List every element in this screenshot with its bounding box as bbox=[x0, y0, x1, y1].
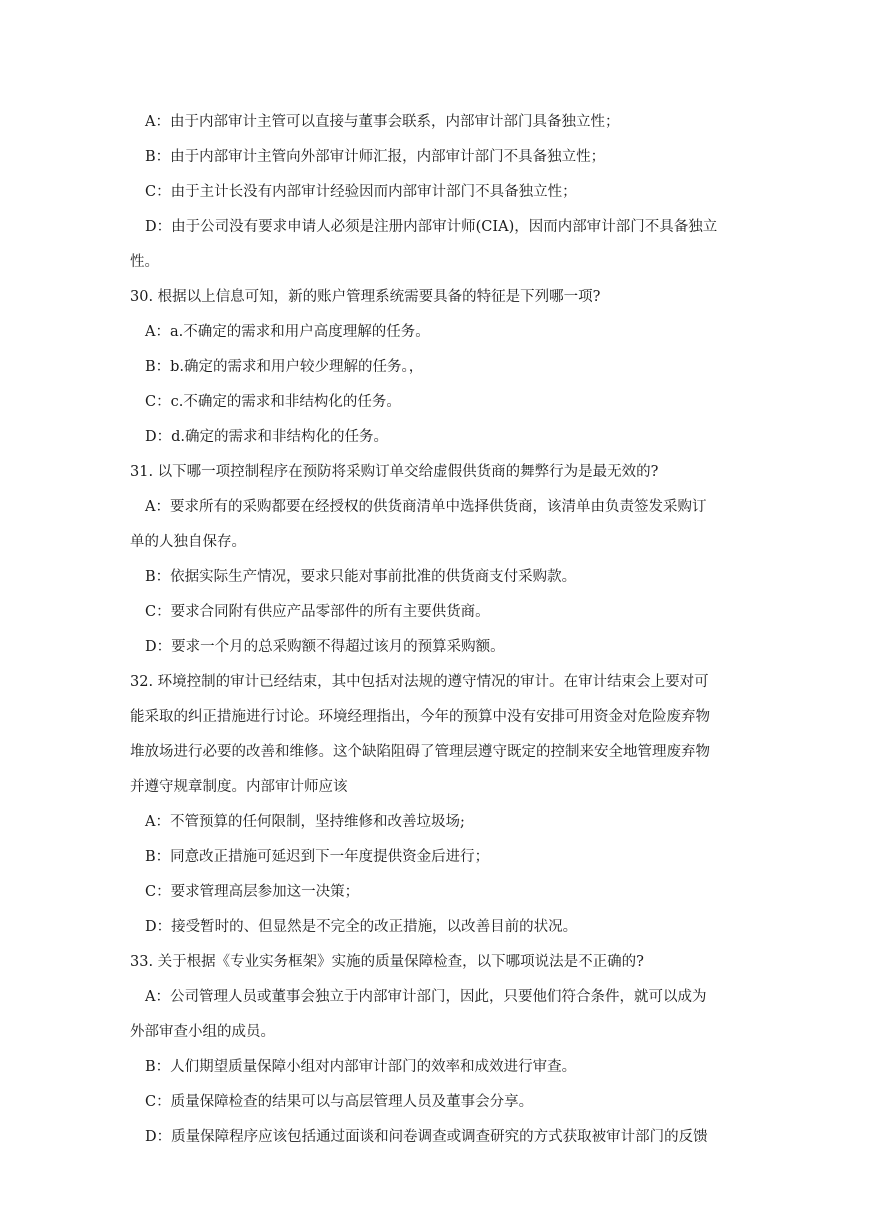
option-line: D：d.确定的需求和非结构化的任务。 bbox=[145, 429, 389, 445]
option-line: C：由于主计长没有内部审计经验因而内部审计部门不具备独立性； bbox=[145, 184, 577, 200]
question-31: 31. 以下哪一项控制程序在预防将采购订单交给虚假供货商的舞弊行为是最无效的? bbox=[130, 464, 659, 480]
continuation-line: 能采取的纠正措施进行讨论。环境经理指出，今年的预算中没有安排可用资金对危险废弃物 bbox=[130, 709, 710, 725]
option-line: D：由于公司没有要求申请人必须是注册内部审计师(CIA)，因而内部审计部门不具备独立 bbox=[145, 219, 718, 235]
continuation-line: 外部审查小组的成员。 bbox=[130, 1024, 275, 1040]
option-line: D：要求一个月的总采购额不得超过该月的预算采购额。 bbox=[145, 639, 505, 655]
option-line: C：c.不确定的需求和非结构化的任务。 bbox=[145, 394, 401, 410]
option-line: B：b.确定的需求和用户较少理解的任务。， bbox=[145, 359, 424, 375]
option-line: B：依据实际生产情况，要求只能对事前批准的供货商支付采购款。 bbox=[145, 569, 577, 585]
question-33: 33. 关于根据《专业实务框架》实施的质量保障检查，以下哪项说法是不正确的? bbox=[130, 954, 644, 970]
question-30: 30. 根据以上信息可知，新的账户管理系统需要具备的特征是下列哪一项? bbox=[130, 289, 601, 305]
option-line: C：要求管理高层参加这一决策； bbox=[145, 884, 360, 900]
continuation-line: 堆放场进行必要的改善和维修。这个缺陷阻碍了管理层遵守既定的控制来安全地管理废弃物 bbox=[130, 744, 710, 760]
option-line: B：由于内部审计主管向外部审计师汇报，内部审计部门不具备独立性； bbox=[145, 149, 606, 165]
continuation-line: 性。 bbox=[130, 254, 159, 270]
continuation-line: 并遵守规章制度。内部审计师应该 bbox=[130, 779, 348, 795]
continuation-line: 单的人独自保存。 bbox=[130, 534, 246, 550]
option-line: B：同意改正措施可延迟到下一年度提供资金后进行； bbox=[145, 849, 490, 865]
option-line: A：由于内部审计主管可以直接与董事会联系，内部审计部门具备独立性； bbox=[145, 114, 620, 130]
option-line: A：公司管理人员或董事会独立于内部审计部门，因此，只要他们符合条件，就可以成为 bbox=[145, 989, 707, 1005]
option-line: C：要求合同附有供应产品零部件的所有主要供货商。 bbox=[145, 604, 490, 620]
option-line: D：接受暂时的、但显然是不完全的改正措施，以改善目前的状况。 bbox=[145, 919, 578, 935]
option-line: A：要求所有的采购都要在经授权的供货商清单中选择供货商，该清单由负责签发采购订 bbox=[145, 499, 707, 515]
option-line: D：质量保障程序应该包括通过面谈和问卷调查或调查研究的方式获取被审计部门的反馈 bbox=[145, 1129, 708, 1145]
option-line: A：不管预算的任何限制，坚持维修和改善垃圾场; bbox=[145, 814, 465, 830]
question-32: 32. 环境控制的审计已经结束，其中包括对法规的遵守情况的审计。在审计结束会上要对可 bbox=[130, 674, 709, 690]
option-line: C：质量保障检查的结果可以与高层管理人员及董事会分享。 bbox=[145, 1094, 534, 1110]
option-line: A：a.不确定的需求和用户高度理解的任务。 bbox=[145, 324, 430, 340]
option-line: B：人们期望质量保障小组对内部审计部门的效率和成效进行审查。 bbox=[145, 1059, 577, 1075]
